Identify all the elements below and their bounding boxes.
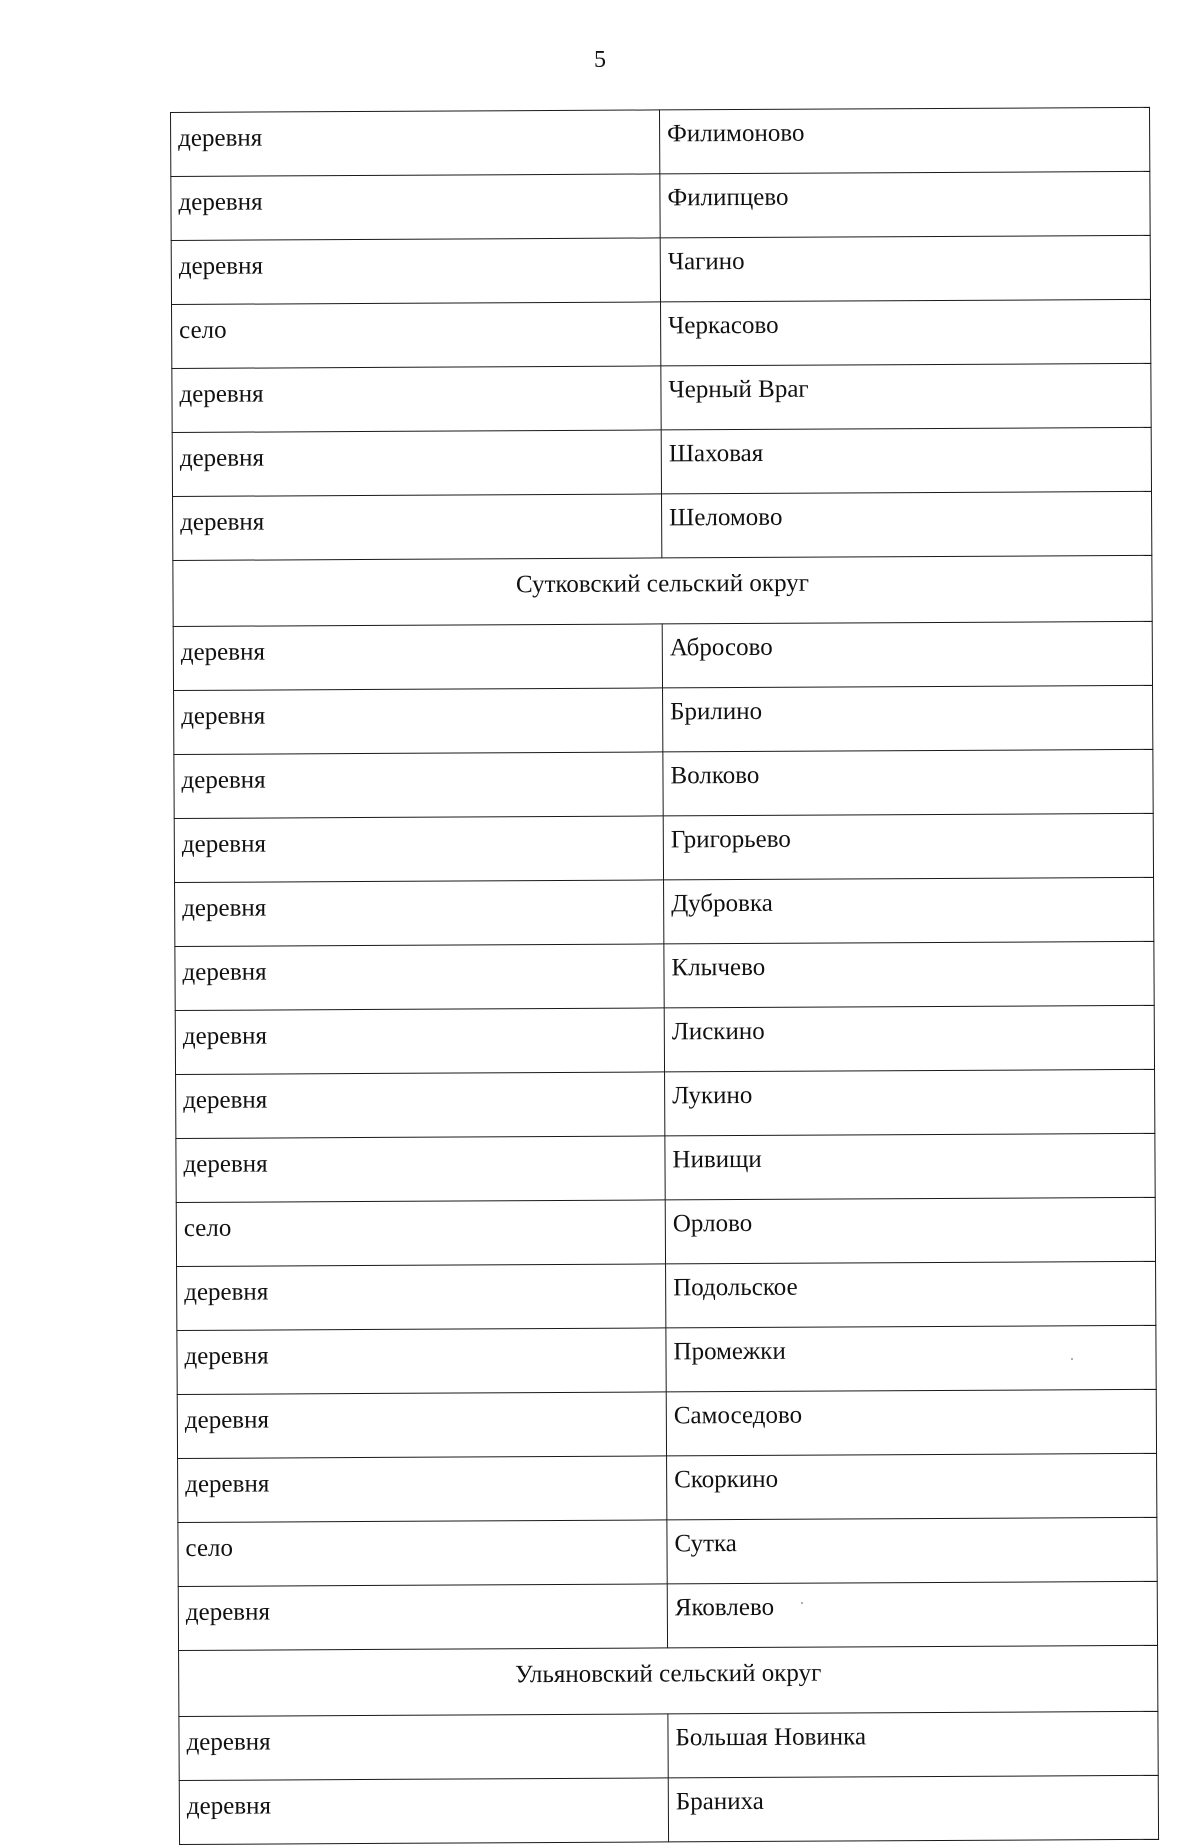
settlement-name-cell: Черкасово [661, 299, 1151, 366]
table-row [178, 1581, 1157, 1650]
table-row [171, 171, 1150, 240]
settlement-type-cell: деревня [178, 1584, 667, 1651]
settlement-type-cell: село [176, 1200, 665, 1267]
table-row [174, 685, 1153, 754]
table-row [171, 107, 1150, 176]
table-row [172, 363, 1151, 432]
settlement-type-cell: деревня [175, 1008, 664, 1075]
settlement-type-cell: деревня [171, 110, 660, 177]
settlement-type-cell: деревня [175, 880, 664, 947]
table-row [176, 1197, 1155, 1266]
settlements-table [170, 107, 1159, 1845]
settlement-type-cell: деревня [172, 366, 661, 433]
settlement-name-cell: Брилино [663, 685, 1153, 752]
settlement-type-cell: деревня [172, 430, 661, 497]
settlement-type-cell: деревня [179, 1778, 668, 1845]
table-row [176, 1133, 1155, 1202]
settlement-name-cell: Шеломово [662, 491, 1152, 558]
table-row [177, 1261, 1156, 1330]
settlement-type-cell: деревня [177, 1264, 666, 1331]
settlement-type-cell: деревня [174, 816, 663, 883]
settlement-name-cell: Чагино [660, 235, 1150, 302]
section-header-row [173, 555, 1152, 626]
settlement-type-cell: деревня [173, 494, 662, 561]
settlement-name-cell: Клычево [664, 941, 1154, 1008]
settlement-name-cell: Филимоново [659, 107, 1149, 174]
table-row [177, 1389, 1156, 1458]
settlement-type-cell: деревня [171, 238, 660, 305]
table-row [176, 1069, 1155, 1138]
table-row [175, 877, 1154, 946]
settlement-name-cell: Волково [663, 749, 1153, 816]
settlement-type-cell: деревня [174, 752, 663, 819]
settlement-name-cell: Самоседово [666, 1389, 1156, 1456]
table-row [175, 941, 1154, 1010]
section-title: Сутковский сельский округ [173, 555, 1152, 626]
table-row [172, 427, 1151, 496]
settlement-name-cell: Промежки [666, 1325, 1156, 1392]
settlements-table-body [171, 107, 1159, 1844]
settlement-type-cell: село [178, 1520, 667, 1587]
settlement-type-cell: село [172, 302, 661, 369]
table-row [179, 1711, 1158, 1780]
table-row [179, 1775, 1158, 1844]
settlement-name-cell: Григорьево [663, 813, 1153, 880]
section-header-row [179, 1645, 1158, 1716]
section-title: Ульяновский сельский округ [179, 1645, 1158, 1716]
settlement-name-cell: Лукино [665, 1069, 1155, 1136]
table-row [173, 491, 1152, 560]
settlement-name-cell: Нивищи [665, 1133, 1155, 1200]
settlement-type-cell: деревня [174, 688, 663, 755]
page-number: 5 [594, 47, 606, 73]
table-row [173, 621, 1152, 690]
settlement-name-cell: Яковлево [667, 1581, 1157, 1648]
table-row [174, 813, 1153, 882]
settlement-name-cell: Лискино [664, 1005, 1154, 1072]
scan-speck [1071, 1358, 1073, 1360]
settlement-type-cell: деревня [173, 624, 662, 691]
settlement-name-cell: Подольское [666, 1261, 1156, 1328]
settlement-type-cell: деревня [171, 174, 660, 241]
table-row [172, 299, 1151, 368]
settlement-name-cell: Черный Враг [661, 363, 1151, 430]
settlement-type-cell: деревня [178, 1456, 667, 1523]
table-row [175, 1005, 1154, 1074]
settlement-type-cell: деревня [176, 1136, 665, 1203]
settlement-type-cell: деревня [177, 1328, 666, 1395]
settlement-name-cell: Сутка [667, 1517, 1157, 1584]
scan-speck [801, 1602, 803, 1604]
table-row [174, 749, 1153, 818]
settlement-name-cell: Орлово [665, 1197, 1155, 1264]
table-row [177, 1325, 1156, 1394]
settlement-name-cell: Филипцево [660, 171, 1150, 238]
settlement-name-cell: Дубровка [664, 877, 1154, 944]
table-row [178, 1453, 1157, 1522]
settlement-name-cell: Скоркино [667, 1453, 1157, 1520]
settlement-type-cell: деревня [176, 1072, 665, 1139]
table-row [178, 1517, 1157, 1586]
settlement-name-cell: Браниха [668, 1775, 1158, 1842]
table-row [171, 235, 1150, 304]
settlement-name-cell: Абросово [662, 621, 1152, 688]
settlement-name-cell: Шаховая [661, 427, 1151, 494]
settlement-type-cell: деревня [179, 1714, 668, 1781]
settlement-name-cell: Большая Новинка [668, 1711, 1158, 1778]
settlement-type-cell: деревня [175, 944, 664, 1011]
settlement-type-cell: деревня [177, 1392, 666, 1459]
